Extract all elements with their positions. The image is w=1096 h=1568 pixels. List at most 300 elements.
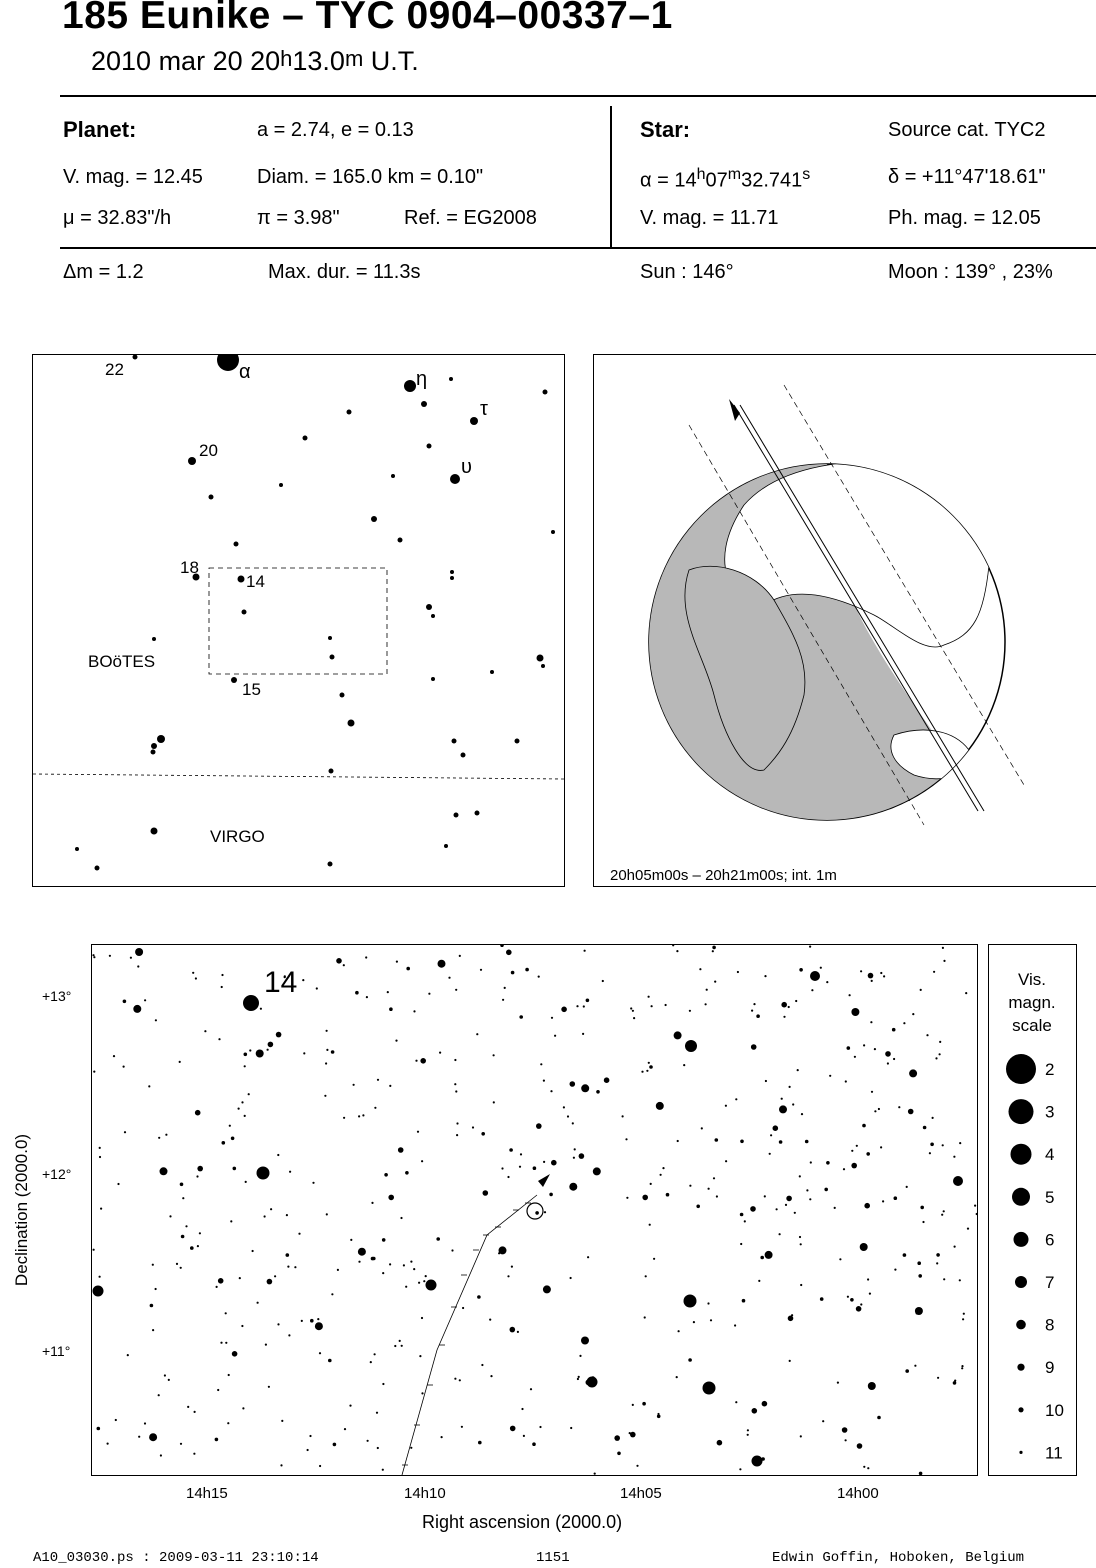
detail-star xyxy=(976,1213,977,1215)
detail-star xyxy=(744,1220,746,1222)
finder-star xyxy=(431,677,435,681)
detail-star xyxy=(336,958,342,964)
detail-star xyxy=(182,1197,184,1199)
detail-bright-star xyxy=(93,1286,104,1297)
finder-star xyxy=(391,474,395,478)
detail-star xyxy=(756,1014,760,1018)
detail-star xyxy=(276,1032,282,1038)
detail-star xyxy=(133,1005,141,1013)
detail-star xyxy=(371,1202,373,1204)
detail-star xyxy=(765,1251,773,1259)
detail-star xyxy=(221,974,223,976)
detail-star xyxy=(241,1101,243,1103)
detail-star xyxy=(281,1420,283,1422)
detail-star xyxy=(325,1062,327,1064)
detail-star xyxy=(155,1288,157,1290)
detail-star xyxy=(716,1195,718,1197)
star-label-tau: τ xyxy=(480,398,488,420)
finder-star xyxy=(209,495,214,500)
detail-star xyxy=(502,999,504,1001)
detail-star xyxy=(403,1264,405,1266)
detail-star xyxy=(400,1217,402,1219)
detail-star xyxy=(894,1269,896,1271)
detail-star xyxy=(370,1361,372,1363)
star-dec: δ = +11°47'18.61" xyxy=(888,166,1046,188)
finder-star xyxy=(450,474,460,484)
detail-star xyxy=(725,1160,727,1162)
detail-star xyxy=(123,1066,125,1068)
header-rule xyxy=(60,95,1096,97)
detail-star xyxy=(717,1440,723,1446)
detail-star xyxy=(225,1312,227,1314)
detail-star xyxy=(561,1007,567,1013)
detail-star xyxy=(540,1063,542,1065)
detail-star xyxy=(149,1433,157,1441)
detail-star xyxy=(791,1314,793,1316)
detail-star xyxy=(287,1266,289,1268)
detail-star xyxy=(350,1239,352,1241)
finder-chart xyxy=(32,354,565,887)
detail-star xyxy=(942,1144,944,1146)
detail-star xyxy=(706,989,708,991)
detail-star xyxy=(265,1344,267,1346)
detail-star xyxy=(301,1320,303,1322)
detail-star xyxy=(315,1322,323,1330)
earth-globe-panel xyxy=(593,354,1096,887)
detail-star xyxy=(912,1013,914,1015)
planet-reference: Ref. = EG2008 xyxy=(404,207,537,229)
direction-arrow-icon xyxy=(729,399,740,421)
detail-star xyxy=(942,947,944,949)
detail-star xyxy=(355,991,359,995)
detail-star xyxy=(789,1360,791,1362)
planet-vmag: V. mag. = 12.45 xyxy=(63,166,203,188)
finder-star xyxy=(541,664,545,668)
info-rule xyxy=(60,247,1096,249)
detail-star xyxy=(594,1473,596,1475)
detail-star xyxy=(576,1005,578,1007)
detail-star xyxy=(533,1166,537,1170)
detail-star xyxy=(415,1060,417,1062)
moon-elongation: Moon : 139° , 23% xyxy=(888,261,1053,283)
detail-chart xyxy=(91,944,978,1476)
star-label-14-large: 14 xyxy=(264,966,298,999)
globe-time-caption: 20h05m00s – 20h21m00s; int. 1m xyxy=(610,867,837,884)
detail-star xyxy=(551,1017,553,1019)
detail-star xyxy=(851,1163,857,1169)
detail-star xyxy=(630,1007,632,1009)
minute-value: 13.0 xyxy=(292,46,345,76)
detail-star xyxy=(382,1238,386,1242)
finder-star xyxy=(475,811,480,816)
finder-star xyxy=(450,570,454,574)
detail-star xyxy=(289,1171,291,1173)
ra-s-unit: s xyxy=(802,166,811,183)
detail-star xyxy=(92,954,94,956)
detail-star xyxy=(233,1167,237,1171)
detail-star xyxy=(696,1205,700,1209)
detail-star xyxy=(252,1250,254,1252)
star-vmag: V. mag. = 11.71 xyxy=(640,207,779,229)
x-tick-14h05: 14h05 xyxy=(620,1485,662,1502)
detail-star xyxy=(401,1345,403,1347)
detail-star xyxy=(441,1436,443,1438)
detail-star xyxy=(461,1426,463,1428)
earth-globe-svg xyxy=(594,355,1096,886)
detail-star xyxy=(922,1221,924,1223)
detail-star xyxy=(649,1065,653,1069)
detail-star xyxy=(421,1160,423,1162)
finder-star xyxy=(454,813,459,818)
detail-star xyxy=(820,1297,824,1301)
detail-star xyxy=(660,1174,662,1176)
detail-star xyxy=(941,1214,943,1216)
detail-star xyxy=(943,1278,945,1280)
detail-star xyxy=(847,1046,851,1050)
footer-author: Edwin Goffin, Hoboken, Belgium xyxy=(772,1550,1025,1566)
detail-star xyxy=(849,994,851,996)
detail-star xyxy=(382,1272,384,1274)
finder-star xyxy=(404,380,416,392)
legend-magnitude-label: 4 xyxy=(1045,1145,1055,1165)
detail-star xyxy=(788,1316,794,1322)
constellation-virgo: VIRGO xyxy=(210,827,265,846)
detail-star xyxy=(860,1243,868,1251)
detail-star xyxy=(525,968,529,972)
detail-star xyxy=(800,1243,802,1245)
detail-star xyxy=(582,1033,584,1035)
y-axis-label: Declination (2000.0) xyxy=(12,1133,31,1287)
detail-star xyxy=(506,950,512,956)
detail-star xyxy=(117,1183,119,1185)
detail-bright-star xyxy=(953,1176,963,1186)
detail-star xyxy=(665,1004,667,1006)
detail-star xyxy=(651,1005,653,1007)
detail-star xyxy=(195,977,197,979)
ra-m-unit: m xyxy=(727,166,742,183)
detail-star xyxy=(898,1106,900,1108)
detail-star xyxy=(579,1355,581,1357)
detail-star xyxy=(715,1138,719,1142)
detail-star xyxy=(100,1208,102,1210)
detail-star xyxy=(918,1274,922,1278)
detail-star xyxy=(943,960,945,962)
detail-star xyxy=(710,1319,712,1321)
finder-star xyxy=(421,401,427,407)
detail-star xyxy=(578,1376,580,1378)
detail-star xyxy=(839,1258,841,1260)
detail-star xyxy=(800,1435,802,1437)
detail-star xyxy=(227,1422,229,1424)
finder-star xyxy=(151,750,156,755)
detail-star xyxy=(883,975,885,977)
detail-star xyxy=(264,1215,266,1217)
detail-star xyxy=(267,1049,269,1051)
detail-star xyxy=(683,1064,685,1066)
y-tick-13: +13° xyxy=(42,988,72,1004)
detail-star xyxy=(920,1206,924,1210)
x-tick-14h15: 14h15 xyxy=(186,1485,228,1502)
detail-star xyxy=(806,1189,808,1191)
star-ra xyxy=(640,166,810,193)
detail-star xyxy=(107,1443,109,1445)
detail-star xyxy=(539,1426,541,1428)
ra-h-unit: h xyxy=(696,166,706,183)
detail-star xyxy=(632,1404,634,1406)
detail-star xyxy=(689,1010,691,1012)
detail-star xyxy=(268,1042,274,1048)
detail-star xyxy=(376,1412,378,1414)
detail-star xyxy=(712,946,716,950)
detail-star xyxy=(740,1213,744,1217)
detail-star xyxy=(672,945,674,946)
finder-star xyxy=(461,753,466,758)
detail-star xyxy=(317,1318,319,1320)
detail-star xyxy=(109,955,111,957)
finder-star xyxy=(371,516,377,522)
detail-star xyxy=(238,1108,240,1110)
detail-star xyxy=(676,1376,678,1378)
detail-star xyxy=(666,1193,670,1197)
detail-star xyxy=(908,1109,914,1115)
legend-dot xyxy=(1012,1188,1030,1206)
detail-star xyxy=(874,1048,876,1050)
detail-star xyxy=(535,1211,539,1215)
legend-dot xyxy=(1009,1099,1034,1124)
finder-star xyxy=(157,735,165,743)
finder-star xyxy=(398,538,403,543)
detail-star xyxy=(365,956,367,958)
detail-star xyxy=(543,1080,545,1082)
sun-elongation: Sun : 146° xyxy=(640,261,734,283)
detail-bright-star xyxy=(703,1382,716,1395)
detail-star xyxy=(165,1134,167,1136)
detail-star xyxy=(974,1205,976,1207)
x-tick-14h10: 14h10 xyxy=(404,1485,446,1502)
legend-dot xyxy=(1015,1276,1027,1288)
planet-motion: μ = 32.83"/h xyxy=(63,207,172,229)
detail-star xyxy=(870,1021,872,1023)
detail-bright-star xyxy=(685,1040,697,1052)
detail-star xyxy=(954,1246,956,1248)
star-label-alpha: α xyxy=(239,361,251,383)
detail-star xyxy=(418,1282,420,1284)
detail-star xyxy=(519,1166,521,1168)
detail-star xyxy=(809,946,811,948)
detail-star xyxy=(507,1275,509,1277)
detail-star xyxy=(358,1261,360,1263)
detail-star xyxy=(845,1439,847,1441)
detail-star xyxy=(220,1342,222,1344)
detail-star xyxy=(779,1233,781,1235)
detail-star xyxy=(319,1465,321,1467)
detail-star xyxy=(493,1054,495,1056)
detail-star xyxy=(410,1447,412,1449)
detail-star xyxy=(550,1090,552,1092)
detail-star xyxy=(493,1101,495,1103)
detail-star xyxy=(905,1369,909,1373)
detail-star xyxy=(130,957,132,959)
detail-star xyxy=(310,1319,314,1323)
detail-star xyxy=(674,1031,682,1039)
detail-star xyxy=(127,1354,129,1356)
detail-star xyxy=(421,1392,423,1394)
detail-star xyxy=(735,1401,737,1403)
detail-star xyxy=(152,1264,154,1266)
star-label-upsilon: υ xyxy=(461,456,472,478)
detail-star xyxy=(192,972,194,974)
detail-star xyxy=(707,1302,709,1304)
legend-dot xyxy=(1006,1054,1036,1084)
detail-star xyxy=(288,1334,290,1336)
detail-star xyxy=(811,989,813,991)
ra-hours: α = 14 xyxy=(640,169,697,192)
detail-star xyxy=(459,955,461,957)
detail-star xyxy=(625,1138,627,1140)
detail-star xyxy=(708,1188,710,1190)
detail-star xyxy=(204,1030,206,1032)
detail-star xyxy=(650,1183,652,1185)
detail-star xyxy=(399,1340,401,1342)
magnitude-legend xyxy=(988,944,1077,1476)
y-tick-11: +11° xyxy=(42,1343,71,1359)
finder-star xyxy=(427,444,432,449)
detail-star xyxy=(923,1126,927,1130)
detail-star xyxy=(277,1154,279,1156)
finder-star xyxy=(543,390,548,395)
detail-star xyxy=(645,1275,647,1277)
detail-star xyxy=(410,1261,412,1263)
detail-star xyxy=(138,1436,140,1438)
detail-star xyxy=(953,1156,955,1158)
detail-star xyxy=(517,1331,519,1333)
star-label-eta: η xyxy=(416,368,428,390)
detail-star xyxy=(699,968,701,970)
detail-star xyxy=(307,1449,309,1451)
detail-star xyxy=(93,1071,95,1073)
detail-star xyxy=(256,1050,264,1058)
detail-star xyxy=(532,1442,536,1446)
finder-star xyxy=(95,866,100,871)
planet-diameter: Diam. = 165.0 km = 0.10" xyxy=(257,166,484,188)
detail-star xyxy=(604,1077,610,1083)
detail-star xyxy=(169,1215,171,1217)
detail-star xyxy=(185,1225,187,1227)
detail-star xyxy=(499,1246,507,1254)
legend-svg xyxy=(989,945,1076,1475)
detail-star xyxy=(602,980,604,982)
detail-star xyxy=(135,948,143,956)
detail-star xyxy=(939,1053,941,1055)
detail-star xyxy=(239,1277,241,1279)
detail-star xyxy=(377,1079,379,1081)
detail-star xyxy=(824,1188,828,1192)
legend-dot xyxy=(1018,1407,1023,1412)
detail-star xyxy=(333,1443,337,1447)
finder-star xyxy=(303,436,308,441)
detail-star xyxy=(413,1010,415,1012)
detail-star xyxy=(455,1090,457,1092)
detail-star xyxy=(554,1035,556,1037)
detail-star xyxy=(926,1034,928,1036)
legend-title-line-3: scale xyxy=(1012,1016,1052,1035)
legend-magnitude-label: 8 xyxy=(1045,1315,1055,1335)
detail-star xyxy=(662,1167,664,1169)
star-phmag: Ph. mag. = 12.05 xyxy=(888,207,1041,229)
detail-star xyxy=(915,1307,923,1315)
detail-star xyxy=(337,1269,339,1271)
legend-magnitude-label: 10 xyxy=(1045,1400,1064,1420)
detail-star xyxy=(800,1284,802,1286)
detail-star xyxy=(845,1080,847,1082)
finder-star xyxy=(551,530,555,534)
detail-star xyxy=(244,1115,246,1117)
detail-star xyxy=(871,980,873,982)
detail-star xyxy=(148,1085,150,1087)
detail-star xyxy=(837,1382,839,1384)
detail-star xyxy=(903,1253,907,1257)
detail-bright-star xyxy=(810,971,820,981)
detail-star xyxy=(769,1153,771,1155)
target-star-circle xyxy=(527,1203,543,1219)
detail-star xyxy=(221,986,223,988)
finder-star xyxy=(329,769,334,774)
detail-star xyxy=(99,1156,101,1158)
detail-star xyxy=(642,1195,648,1201)
detail-star xyxy=(510,1426,516,1432)
detail-star xyxy=(244,1065,246,1067)
detail-star xyxy=(286,1214,288,1216)
detail-star xyxy=(500,945,504,947)
detail-star xyxy=(216,1286,218,1288)
detail-star xyxy=(439,1052,441,1054)
detail-star xyxy=(937,1377,939,1379)
detail-star xyxy=(636,1465,638,1467)
detail-star xyxy=(536,1123,542,1129)
detail-star xyxy=(164,1374,166,1376)
detail-star xyxy=(241,1325,243,1327)
detail-star xyxy=(850,1298,854,1302)
detail-star xyxy=(747,1434,749,1436)
finder-star xyxy=(328,636,332,640)
detail-star xyxy=(776,1208,778,1210)
detail-star xyxy=(856,1145,858,1147)
detail-star xyxy=(312,1182,314,1184)
detail-star xyxy=(197,1166,203,1172)
detail-star xyxy=(765,1080,767,1082)
detail-star xyxy=(113,1055,115,1057)
detail-star xyxy=(274,1275,276,1277)
detail-star xyxy=(860,1303,862,1305)
detail-star xyxy=(792,1103,794,1105)
detail-star xyxy=(382,1469,384,1471)
detail-star xyxy=(93,1249,95,1251)
detail-star xyxy=(939,1041,941,1043)
detail-star xyxy=(677,1140,679,1142)
detail-star xyxy=(577,1378,579,1380)
detail-star xyxy=(965,992,967,994)
detail-star xyxy=(712,950,714,952)
detail-star xyxy=(194,1411,196,1413)
detail-star xyxy=(405,1171,409,1175)
detail-star xyxy=(583,1005,585,1007)
detail-star xyxy=(573,1157,575,1159)
detail-star xyxy=(180,1267,182,1269)
finder-star xyxy=(330,655,335,660)
detail-star xyxy=(187,1406,189,1408)
detail-star xyxy=(801,1113,803,1115)
finder-star xyxy=(347,410,352,415)
